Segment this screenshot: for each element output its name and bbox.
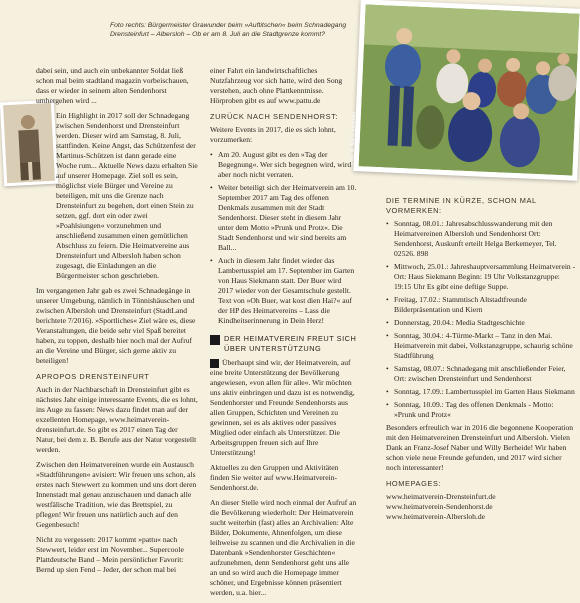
list-item: • Am 20. August gibt es den »Tag der Begegnung«. Wer sich begegnen wird, wird aber noch nicht verraten.	[210, 150, 358, 180]
paragraph: Besonders erfreulich war in 2016 die begonnene Kooperation mit den Heimatvereinen Drensteinfurt und Albersloh. Vielen Dank an Franz-Josef Naber und Willy Berheide! Wir haben schon viele neue Freunde gefunden, und 2017 wird sicher noch interessanter!	[386, 422, 574, 472]
photo-credit: Foto: B. Maria Barleben	[349, 112, 358, 166]
list-item: • Mittwoch, 25.01.: Jahreshauptversammlung Heimatverein - Ort: Haus Siekmann Beginn: 19 Uhr Volkstanzgruppe: 19:15 Uhr Es gibt eine deftige Suppe.	[386, 262, 576, 292]
paragraph: Im vergangenen Jahr gab es zwei Schnadegänge in unserer Umgebung, nämlich in Tönnishäuschen und zwischen Albersloh und Drensteinfurt (StadtLand berichtete 7/2016). »Sportliches« Ziel wäre es, diese Veranstaltungen, die beide sehr viel Spaß bereitet haben, zu toppen, deshalb hier noch mal der Aufruf an die Vereine und Bürger, sich gerne aktiv zu beteiligen!	[36, 286, 196, 366]
list-item: • Donnerstag, 20.04.: Media Stadtgeschichte	[386, 318, 576, 328]
paragraph: einer Fahrt ein landwirtschaftliches Nutzfahrzeug vor sich hatte, wird den Song verstehen, auch ohne Plattkenntnisse. Hörproben gibt es auf www.pattu.de	[210, 66, 343, 106]
list-item: • Sonntag, 17.09.: Lambertusspiel im Garten Haus Siekmann	[386, 387, 576, 397]
dates-list	[386, 219, 576, 420]
homepage-link[interactable]: www.heimatverein-Drensteinfurt.de	[386, 491, 496, 501]
paragraph: Zwischen den Heimatvereinen wurde ein Austausch »Stadtführungen« avisiert: Wir freuen uns schon, als erstes nach Stewwert zu kommen und uns dort deren Innenstadt mal genau anzuschauen und danach alle westfälische Tradition, wie das Brettspiel, zu pflegen! Wir freuen uns natürlich auch auf den Gegenbesuch!	[36, 460, 197, 530]
paragraph: An dieser Stelle wird noch einmal der Aufruf an die Bevölkerung wiederholt: Der Heimatverein sucht weiterhin (fast) alles an Archivalien: Alte Bilder, Dokumente, Ahnenfolgen, um diese leihweise zu scannen und die Archivalien in die Datenbank »Sendenhorster Geschichten« aufzunehmen, denn Sendenhorst geht uns alle an und so wird auch die Homepage immer schöner, und Ergebnisse können präsentiert werden, u.a. hier...	[210, 497, 357, 597]
column-3	[386, 190, 576, 522]
square-dropcap-icon	[210, 359, 219, 368]
section-heading: ZURÜCK NACH SENDENHORST:	[210, 112, 339, 122]
section-heading: APROPOS DRENSTEINFURT	[36, 372, 150, 382]
paragraph: Überhaupt sind wir, der Heimatverein, auf eine breite Unterstützung der Bevölkerung angewiesen, »von allen für alle«. Wir möchten uns aktiv einbringen und dazu ist es notwendig, Sendenhorster und Freunde Sendenhorsts aus allen Gruppen, Schichten und Vereinen zu gewinnen, sei es als aktives oder passives Mitglied oder einfach als Unterstützer. Die Arbeitsgruppen freuen sich auf Ihre Unterstützung!	[210, 357, 355, 457]
box-heading-text: DER HEIMATVEREIN FREUT SICH ÜBER UNTERSTÜTZUNG	[224, 334, 357, 353]
column-1	[36, 66, 198, 581]
list-item: • Freitag, 17.02.: Stammtisch Altstadtfreunde Bilderpräsentation und Kiern	[386, 295, 576, 315]
section-heading: DIE TERMINE IN KÜRZE, SCHON MAL VORMERKEN:	[386, 196, 537, 215]
paragraph: dabei sein, und auch ein unbekannter Soldat ließ schon mal beim stadtland magazin vorbeischauen, dass er wieder in seinem alten Sendenhorst umhergehen wird ...	[36, 66, 189, 106]
homepage-link[interactable]: www.heimatverein-Albersloh.de	[386, 511, 486, 521]
group-photo	[349, 0, 580, 181]
events-list	[210, 150, 358, 326]
section-heading: HOMEPAGES:	[386, 478, 442, 488]
paragraph: Aktuelles zu den Gruppen und Aktivitäten finden Sie weiter auf www.Heimatverein-Sendenhorst.de.	[210, 462, 339, 492]
group-photo-image	[359, 4, 580, 175]
homepages-list	[386, 492, 576, 522]
list-item: • Sonntag, 30.04.: 4-Türme-Markt – Tanz in den Mai. Heimatverein mit dabei, Volkstanzgruppe, schaurig schöne Stadtführung	[386, 331, 576, 361]
list-item: • Auch in diesem Jahr findet wieder das Lambertusspiel am 17. September im Garten von Haus Siekmann statt. Der Buer wird 2017 wieder von der Gesamtschule gestellt. Text von »Oh Buer, wat kost dien Hai?« auf der HP des Heimatvereins – Lass die Kindheitserinnerung in Dein Herz!	[210, 256, 358, 326]
square-marker-icon	[210, 335, 220, 345]
paragraph: Nicht zu vergessen: 2017 kommt »pattu« nach Stewwert, leider erst im November... Supercoole Plattdeutsche Band – Mein persönlicher Favorit: Bernd up sien Fend – Jeder, der schon mal bei	[36, 535, 184, 575]
list-item: • Weiter beteiligt sich der Heimatverein am 10. September 2017 am Tag des offenen Denkmals zusammen mit der Stadt Sendenhorst. Dieser steht in diesem Jahr unter dem Motto »Prunk und Protz«. Die Stadt Sendenhorst und wir sind bereits am Ball...	[210, 183, 358, 253]
paragraph: Auch in der Nachbarschaft in Drensteinfurt gibt es nächstes Jahr einige interessante Events, die es lohnt, ins Auge zu fassen: News dazu findet man auf der exzellenten Homepage, www.heimatverein-drensteinfurt.de. So gibt es 2017 einen Tag der Natur, bei dem z. B. Berufe aus der Natur vorgestellt werden.	[36, 385, 198, 455]
homepage-link[interactable]: www.heimatverein-Sendenhorst.de	[386, 501, 493, 511]
box-heading	[210, 334, 358, 354]
photo-caption: Foto rechts: Bürgermeister Grawunder beim »Auftitschen« beim Schnadegang Drensteinfurt – Albersloh – Ob er am 8. Juli an die Stadtgrenze kommt?	[110, 22, 347, 38]
list-item: • Samstag, 08.07.: Schnadegang mit anschließender Feier, Ort: zwischen Drensteinfurt und Sendenhorst	[386, 364, 576, 384]
column-2	[210, 66, 358, 603]
paragraph: Weitere Events in 2017, die es sich lohnt, vorzumerken:	[210, 124, 336, 144]
list-item: • Sonntag, 08.01.: Jahresabschlusswanderung mit den Heimatvereinen Albersloh und Sendenhorst Ort: Sendenhorst, Auskunft erteilt Helga Berkemeyer, Tel. 02526. 898	[386, 219, 576, 259]
list-item: • Sonntag, 10.09.: Tag des offenen Denkmals - Motto: »Prunk und Protz«	[386, 400, 576, 420]
paragraph: Ein Highlight in 2017 soll der Schnadegang zwischen Sendenhorst und Drensteinfurt werden. Dieser wird am Samstag, 8. Juli, stattfinden. Keine Angst, das Schützenfest der Martinus-Schützen ist dann gerade eine Woche rum... Aktuelle News dazu erhalten Sie auf unserer Homepage. Ziel soll es sein, möglichst viele Bürger und Vereine zu beteiligen, mit uns die Grenze nach Drensteinfurt zu begehen, dort einen Stein zu setzen, ggf. dort ein oder zwei »Poahlsiungen« vorzunehmen und anschließend zusammen einen gemütlichen Abschluss zu feiern. Die Heimatvereine aus Drensteinfurt und Albersloh haben schon zugesagt, die Einladungen an die Bürgermeister schon geschrieben.	[56, 111, 198, 281]
